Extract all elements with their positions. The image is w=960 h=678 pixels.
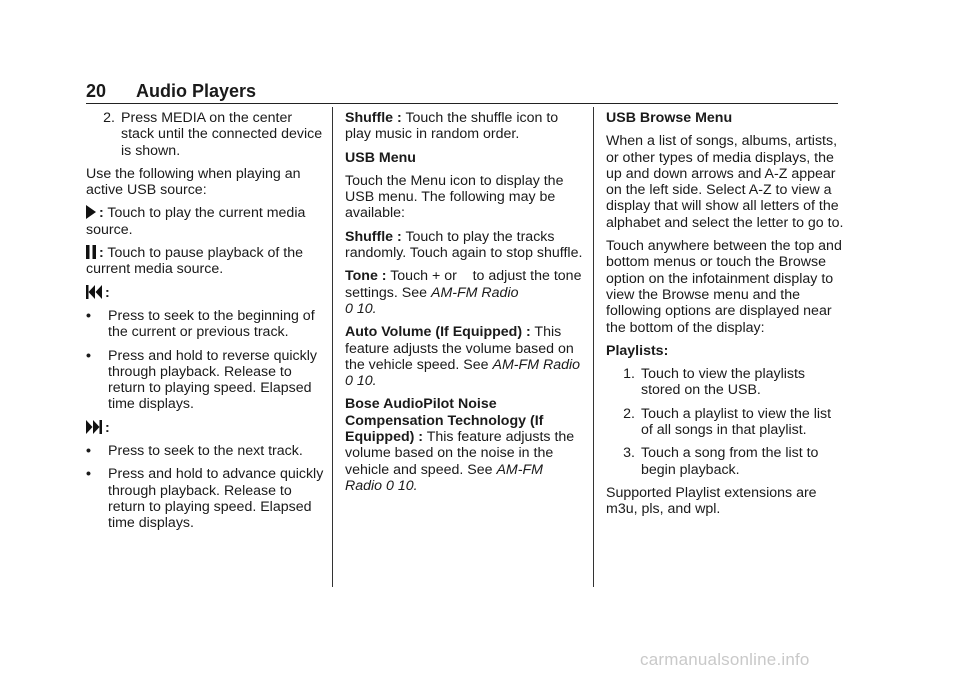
next-track-icon [86,420,102,434]
bullet-text: Press and hold to advance quickly through playback. Release to return to playing speed. Elapsed time displays. [108,466,324,532]
pause-icon [86,245,96,259]
bose-reference-link[interactable]: AM-FM Radio [345,461,543,494]
playlist-step-1 [606,366,844,399]
bose-audiopilot-description: This feature adjusts the volume based on the noise in the vehicle and speed. See [345,429,575,478]
auto-volume-item [345,324,583,389]
page-header [86,82,838,104]
bullet: • [86,307,91,324]
tone-label: Tone : [345,268,387,285]
previous-sep: : [105,284,110,301]
play-item [86,205,324,238]
step-text: Touch to view the playlists stored on the USB. [641,366,806,399]
usb-browse-menu-heading: USB Browse Menu [606,110,733,126]
shuffle-description: Touch the shuffle icon to play music in random order. [345,110,559,143]
auto-volume-page-reference[interactable]: 0 10. [345,373,377,390]
step-number: 3. [623,445,635,462]
shuffle-menu-description: Touch to play the tracks randomly. Touch again to stop shuffle. [345,228,583,262]
column-divider-1 [332,107,333,587]
next-bullet-2 [86,466,324,531]
browse-paragraph-2: Touch anywhere between the top and bottom menus or touch the Browse option on the infotainment display to view the Browse menu and the following options are displayed near the bottom of the display: [606,238,842,336]
browse-paragraph-1: When a list of songs, albums, artists, or other types of media displays, the up and down arrows and A-Z appear on the left side. Select A-Z to view a display that will show all letters of the alphabet and select the letter to go to. [606,133,844,231]
watermark: carmanualsonline.info [640,650,810,669]
usb-menu-text: Touch the Menu icon to display the USB menu. The following may be available: [345,172,564,222]
usb-intro: Use the following when playing an active USB source: [86,165,301,199]
column-divider-2 [593,107,594,587]
page-title: Audio Players [136,81,257,101]
next-sep: : [105,419,110,436]
play-sep: : [99,205,104,222]
bullet-text: Press to seek to the next track. [108,443,303,460]
step-number: 2. [623,405,635,422]
previous-bullet-2 [86,348,324,413]
bose-audiopilot-item [345,396,583,494]
pause-sep: : [99,245,104,262]
bullet: • [86,443,91,460]
play-icon [86,205,96,219]
next-item [86,420,324,436]
column-1 [86,110,324,539]
step-text: Touch a playlist to view the list of all songs in that playlist. [641,405,832,439]
playlist-extensions: Supported Playlist extensions are m3u, pls, and wpl. [606,484,817,518]
tone-description: Touch + or to adjust the tone settings. See [345,268,586,301]
playlist-step-2 [606,406,844,439]
bullet: • [86,347,91,364]
step-number: 1. [623,366,635,383]
bullet-text: Press to seek to the beginning of the current or previous track. [108,307,315,341]
playlist-step-3 [606,445,844,478]
bullet: • [86,466,91,483]
step-text: Touch a song from the list to begin playback. [641,445,819,478]
play-description: Touch to play the current media source. [86,205,306,238]
step-text: Press MEDIA on the center stack until the connected device is shown. [121,110,323,159]
column-2 [345,110,586,501]
auto-volume-label: Auto Volume (If Equipped) : [345,324,531,341]
bose-audiopilot-label: Bose AudioPilot Noise Compensation Technology (If Equipped) : [345,396,544,446]
tone-page-reference[interactable]: 0 10. [345,300,377,317]
bose-page-reference[interactable]: 0 10. [386,477,418,494]
page-number: 20 [86,81,107,101]
shuffle-icon-item [345,110,583,143]
tone-item [345,268,586,317]
previous-item [86,285,324,301]
step-number: 2. [103,110,115,126]
step-2 [86,110,324,159]
shuffle-menu-item [345,229,583,262]
shuffle-label: Shuffle : [345,110,402,126]
usb-menu-heading: USB Menu [345,149,416,166]
auto-volume-reference-link[interactable]: AM-FM Radio [492,356,581,373]
previous-track-icon [86,285,102,299]
column-3 [606,110,844,525]
bullet-text: Press and hold to reverse quickly through playback. Release to return to playing speed. Elapsed time displays. [108,347,317,413]
pause-item [86,245,324,278]
pause-description: Touch to pause playback of the current media source. [86,245,304,278]
auto-volume-description: This feature adjusts the volume based on the vehicle speed. See [345,324,574,373]
previous-bullet-1 [86,308,324,341]
tone-reference-link[interactable]: AM-FM Radio [430,284,519,301]
shuffle-menu-label: Shuffle : [345,228,402,245]
next-bullet-1 [86,443,324,459]
playlists-heading: Playlists: [606,342,669,359]
